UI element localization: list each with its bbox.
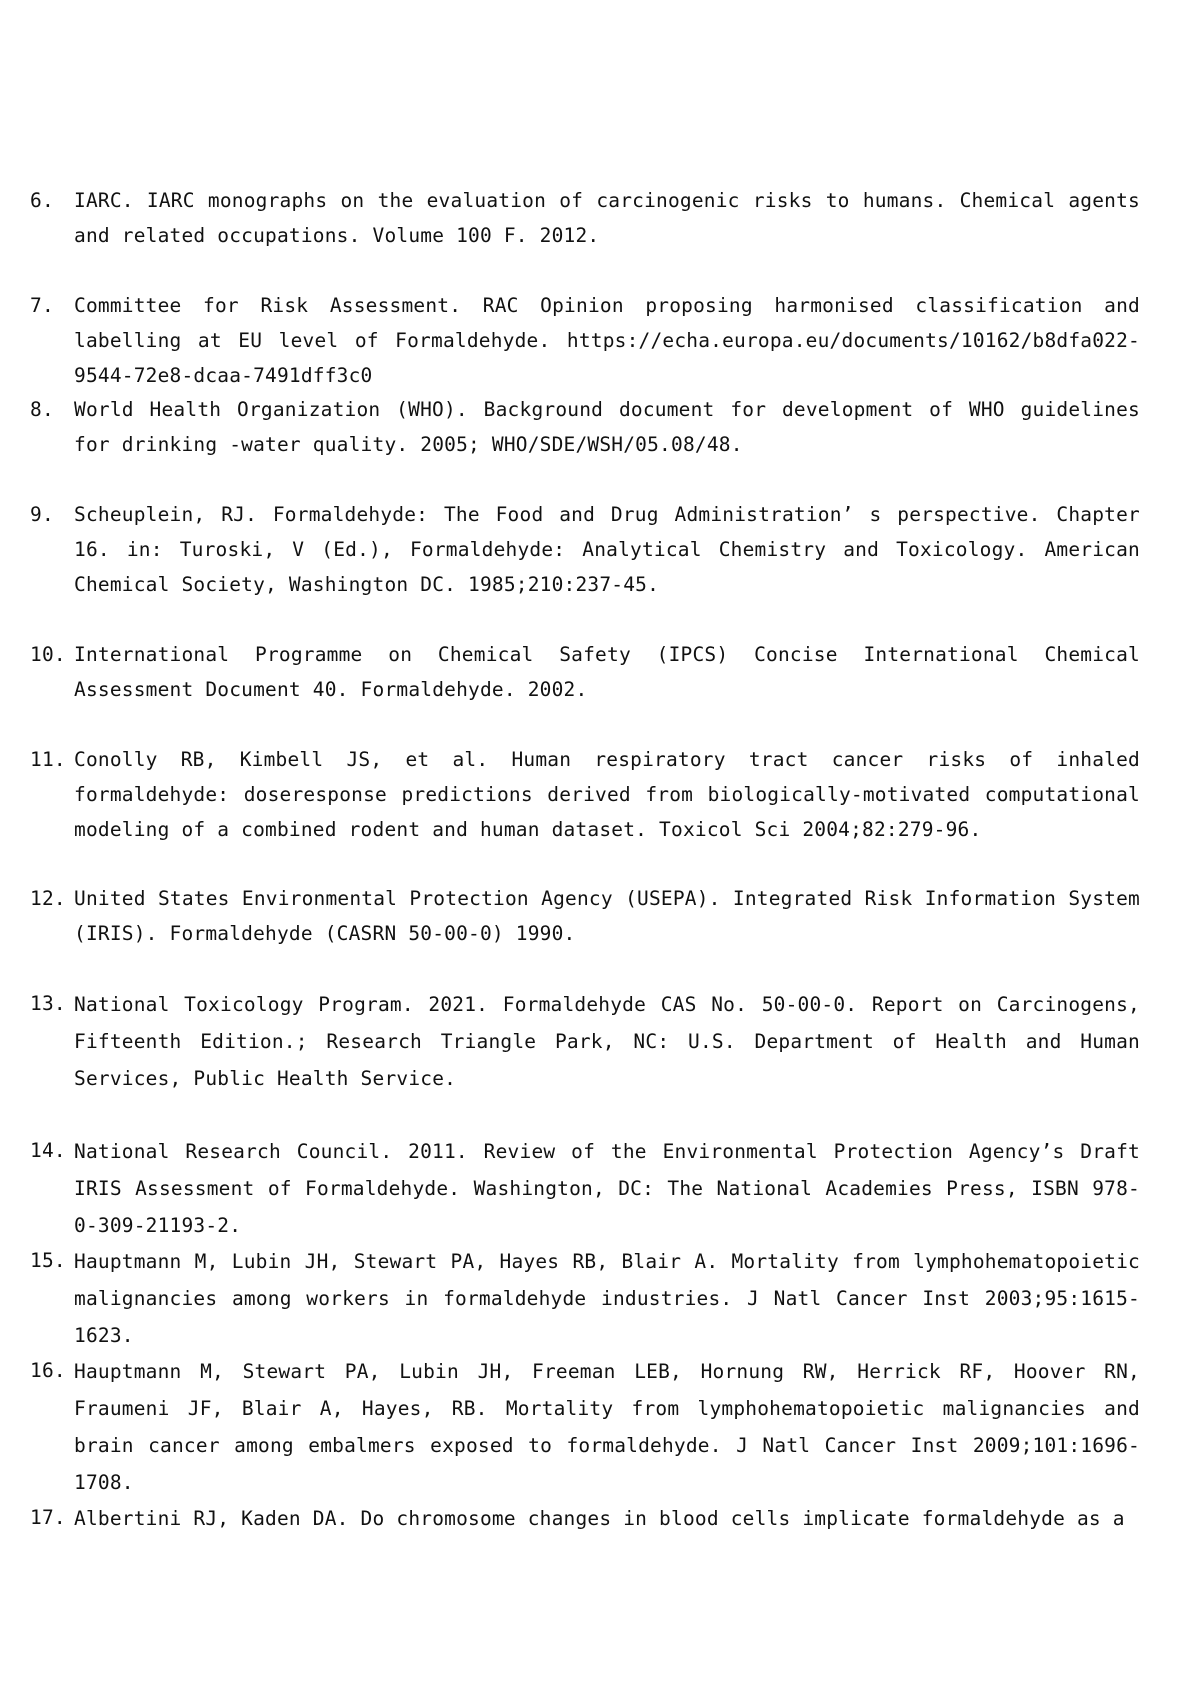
reference-text: United States Environmental Protection Agency (USEPA). Integrated Risk Information System (IRIS). Formaldehyde (CASRN 50-00-0) 1990. <box>74 887 1140 945</box>
reference-text: World Health Organization (WHO). Background document for development of WHO guidelines for drinking -water quality. 2005; WHO/SDE/WSH/05.08/48. <box>74 398 1140 456</box>
reference-number: 16. <box>30 1359 66 1382</box>
reference-item-10 <box>30 637 1140 707</box>
reference-text: Hauptmann M, Lubin JH, Stewart PA, Hayes RB, Blair A. Mortality from lymphohematopoietic malignancies among workers in formaldehyde industries. J Natl Cancer Inst 2003;95:1615-1623. <box>74 1250 1140 1347</box>
reference-item-8 <box>30 392 1140 462</box>
reference-number: 7. <box>30 294 54 317</box>
reference-number: 14. <box>30 1139 66 1162</box>
reference-item-12 <box>30 881 1140 951</box>
reference-number: 9. <box>30 503 54 526</box>
reference-number: 13. <box>30 992 66 1015</box>
reference-text: National Toxicology Program. 2021. Formaldehyde CAS No. 50-00-0. Report on Carcinogens, Fifteenth Edition.; Research Triangle Park, NC: U.S. Department of Health and Human Services, Public Health Service. <box>74 993 1140 1090</box>
reference-text: Hauptmann M, Stewart PA, Lubin JH, Freeman LEB, Hornung RW, Herrick RF, Hoover RN, Fraumeni JF, Blair A, Hayes, RB. Mortality from lymphohematopoietic malignancies and brain cancer among embalmers exposed to formaldehyde. J Natl Cancer Inst 2009;101:1696-1708. <box>74 1360 1140 1494</box>
reference-text: Conolly RB, Kimbell JS, et al. Human respiratory tract cancer risks of inhaled formaldehyde: doseresponse predictions derived from biologically-motivated computational modeling of a combined rodent and human dataset. Toxicol Sci 2004;82:279-96. <box>74 748 1140 841</box>
reference-item-6 <box>30 183 1140 253</box>
reference-item-9 <box>30 497 1140 602</box>
reference-number: 6. <box>30 189 54 212</box>
reference-number: 15. <box>30 1249 66 1272</box>
reference-text: IARC. IARC monographs on the evaluation of carcinogenic risks to humans. Chemical agents and related occupations. Volume 100 F. 2012. <box>74 189 1140 247</box>
reference-number: 12. <box>30 887 66 910</box>
reference-number: 8. <box>30 398 54 421</box>
reference-text: National Research Council. 2011. Review of the Environmental Protection Agency’s Draft IRIS Assessment of Formaldehyde. Washington, DC: The National Academies Press, ISBN 978-0-309-21193-2. <box>74 1140 1140 1237</box>
reference-item-7 <box>30 288 1140 393</box>
reference-item-11 <box>30 742 1140 847</box>
reference-item-16 <box>30 1353 1140 1501</box>
reference-number: 11. <box>30 748 66 771</box>
reference-number: 17. <box>30 1506 66 1529</box>
reference-number: 10. <box>30 643 66 666</box>
reference-item-13 <box>30 986 1140 1097</box>
reference-item-14 <box>30 1133 1140 1244</box>
reference-item-15 <box>30 1243 1140 1354</box>
reference-text: International Programme on Chemical Safety (IPCS) Concise International Chemical Assessment Document 40. Formaldehyde. 2002. <box>74 643 1140 701</box>
reference-text: Committee for Risk Assessment. RAC Opinion proposing harmonised classification and labelling at EU level of Formaldehyde. https://echa.europa.eu/documents/10162/b8dfa022-9544-72e8-dcaa-7491dff3c0 <box>74 294 1140 387</box>
reference-text: Scheuplein, RJ. Formaldehyde: The Food and Drug Administration’ s perspective. Chapter 16. in: Turoski, V (Ed.), Formaldehyde: Analytical Chemistry and Toxicology. American Chemical Society, Washington DC. 1985;210:237-45. <box>74 503 1140 596</box>
reference-item-17 <box>30 1500 1140 1537</box>
reference-text: Albertini RJ, Kaden DA. Do chromosome changes in blood cells implicate formaldehyde as a <box>74 1507 1125 1530</box>
